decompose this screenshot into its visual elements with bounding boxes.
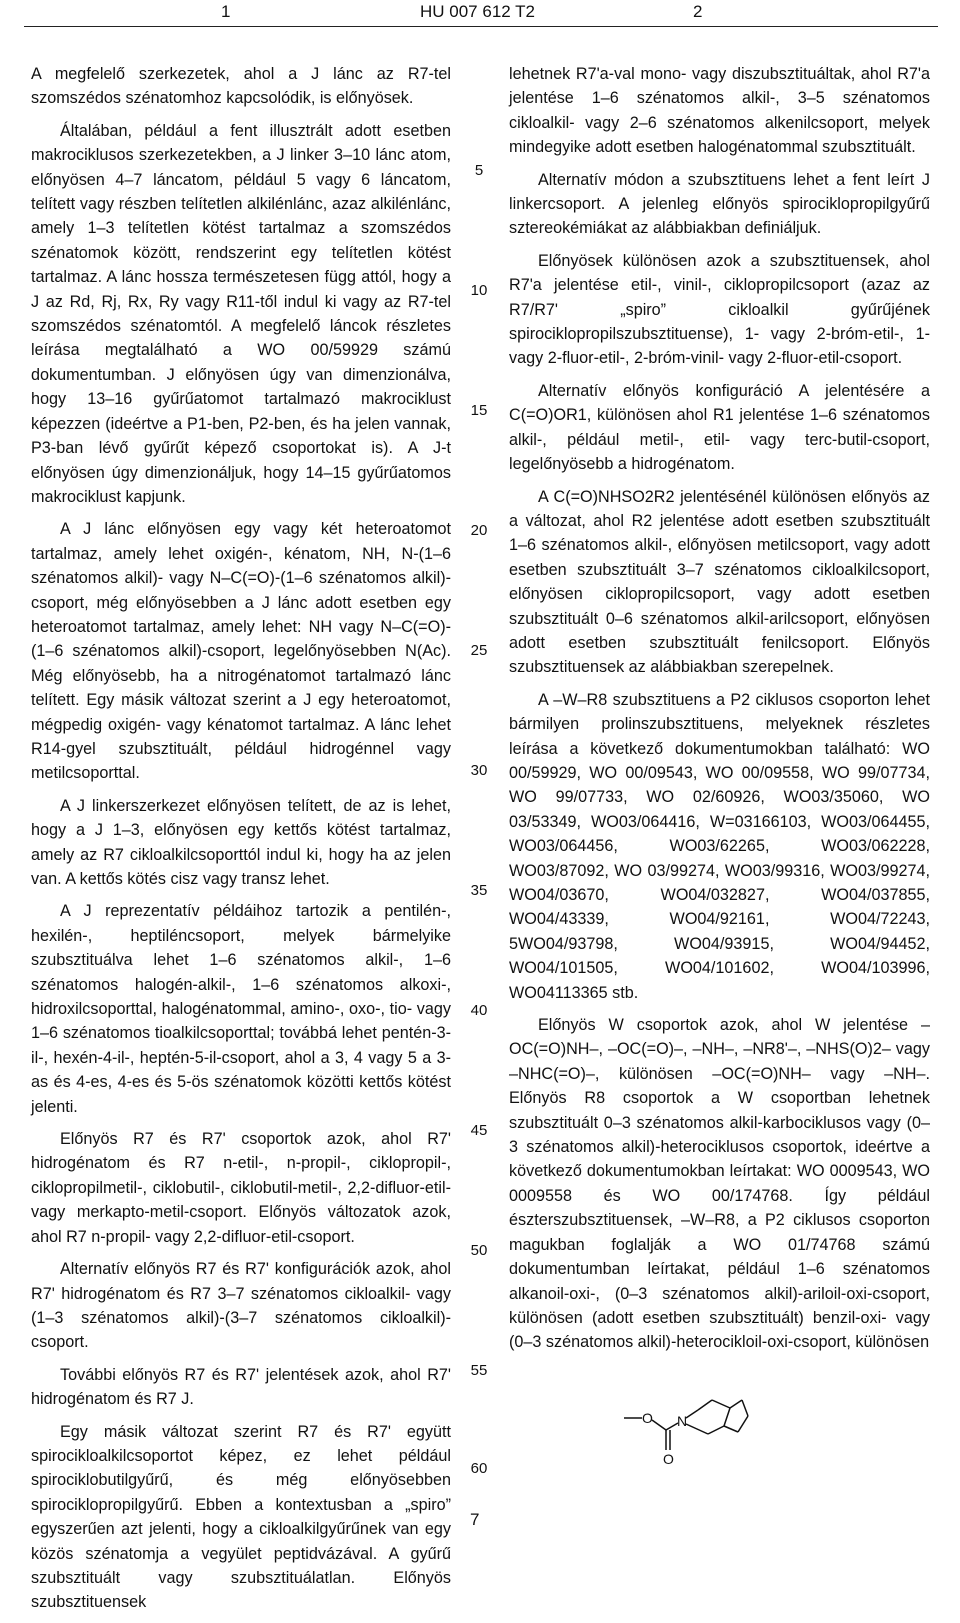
- page-number-right: 2: [693, 2, 703, 21]
- paragraph: További előnyös R7 és R7' jelentések azok, ahol R7' hidrogénatom és R7 J.: [31, 1365, 451, 1409]
- line-number: 10: [470, 282, 488, 299]
- page-header: [0, 0, 960, 26]
- nitrogen-label: N: [677, 1413, 688, 1429]
- line-number: 25: [470, 642, 488, 659]
- paragraph: Általában, például a fent illusztrált adott esetben makrociklusos szerkezetekben, a J linker 3–10 lánc atom, előnyösen 4–7 láncatom, például 5 vagy 6 láncatom, telített vagy részben telítetlen alkilénlánc, azaz alkilénlánc, amely 1–3 telítetlen kötést tartalmaz a szomszédos szénatomok között, rendszerint egy telítetlen kötést tartalmaz. A lánc hossza természetesen függ attól, hogy a J az Rd, Rj, Rx, Ry vagy R11-től indul ki vagy az R7-tel szomszédos szénatomtól. A megfelelő láncok részletes leírása megtalálható a WO 00/59929 számú dokumentumban. J előnyösen úgy van dimenzionálva, hogy 13–16 gyűrűatomot tartalmazó makrociklust képezzen (ideértve a P1-ben, P2-ben, és ha jelen vannak, P3-ban lévő gyűrűt képező csoportokat is). A J-t előnyösen úgy dimenzionáljuk, hogy 14–15 gyűrűatomos makrociklust kapjunk.: [31, 121, 451, 506]
- paragraph: Előnyös W csoportok azok, ahol W jelentése –OC(=O)NH–, –OC(=O)–, –NH–, –NR8'–, –NHS(O)2– vagy –NHC(=O)–, különösen –OC(=O)NH– vagy –NH–. Előnyös R8 csoportok a W csoportban lehetnek szubsztituált 0–3 szénatomos alkil-karbociklusos vagy (0–3 szénatomos alkil)-heterociklusos csoportok, ideértve a következő dokumentumokban leírtakat: WO 0009543, WO 0009558 és WO 00/174768. Így például észterszubsztituensek, –W–R8, a P2 ciklusos csoporton magukban foglalják a WO 01/74768 számú dokumentumban leírtakat, például 1–6 szénatomos alkanoil-oxi-, (0–3 szénatomos alkil)-ariloil-oxi-csoport, különösen (adott esetben szubsztituált) benzil-oxi- vagy (0–3 szénatomos alkil)-heterocikloil-oxi-csoport, különösen: [509, 1016, 930, 1352]
- line-number: 30: [470, 762, 488, 779]
- line-number: 5: [474, 162, 484, 179]
- oxygen-label: O: [642, 1410, 653, 1426]
- paragraph: A J lánc előnyösen egy vagy két heteroatomot tartalmaz, amely lehet oxigén-, kénatom, NH, N-(1–6 szénatomos alkil)- vagy N–C(=O)-(1–6 szénatomos alkil)-csoport, még előnyösebben a J lánc adott esetben egy heteroatomot tartalmaz, amely lehet: NH vagy N–C(=O)-(1–6 szénatomos alkil)-csoport, legelőnyösebben N(Ac). Még előnyösebb, ha a nitrogénatomot tartalmazó lánc telített. Egy másik változat szerint a J egy heteroatomot, mégpedig oxigén- vagy kénatomot tartalmaz. A lánc lehet R14-gyel szubsztituált, például hidrogénnel vagy metilcsoporttal.: [31, 520, 451, 783]
- oxygen-label: O: [663, 1451, 674, 1467]
- left-column: [31, 62, 451, 1623]
- patent-number: HU 007 612 T2: [420, 2, 535, 21]
- line-number: 60: [470, 1460, 488, 1477]
- paragraph: Alternatív előnyös R7 és R7' konfigurációk azok, ahol R7' hidrogénatom és R7 3–7 szénatomos cikloalkil- vagy (1–3 szénatomos alkil)-(3–7 szénatomos cikloalkil)-csoport.: [31, 1260, 451, 1352]
- paragraph: A C(=O)NHSO2R2 jelentésénél különösen előnyös az a változat, ahol R2 jelentése adott esetben szubsztituált 1–6 szénatomos alkil-, előnyösen metilcsoport, vagy adott esetben szubsztituált 3–7 szénatomos cikloalkilcsoport, előnyösen ciklopropilcsoport, vagy adott esetben szubsztituált 0–6 szénatomos alkil-arilcsoport, előnyösen adott esetben szubsztituált fenilcsoport. Előnyös szubsztituensek az alábbiakban szerepelnek.: [509, 487, 930, 677]
- paragraph: Előnyös R7 és R7' csoportok azok, ahol R7' hidrogénatom és R7 n-etil-, n-propil-, ciklopropil-, ciklopropilmetil-, ciklobutil-, ciklobutil-metil-, 2,2-difluor-etil- vagy merkapto-metil-csoport. Előnyös változatok azok, ahol R7 n-propil- vagy 2,2-difluor-etil-csoport.: [31, 1130, 451, 1246]
- paragraph: A J linkerszerkezet előnyösen telített, de az is lehet, hogy a J 1–3, előnyösen egy kettős kötést tartalmaz, amely az R7 cikloalkilcsoporttól indul ki, hogy ha az jelen van. A kettős kötés cisz vagy transz lehet.: [31, 796, 451, 888]
- header-rule: [24, 26, 938, 27]
- paragraph: A –W–R8 szubsztituens a P2 ciklusos csoporton lehet bármilyen prolinszubsztituens, melyeknek részletes leírása a következő dokumentumokban található: WO 00/59929, WO 00/09543, WO 00/09558, WO 99/07734, WO 99/07733, WO 02/60926, WO03/35060, WO 03/53349, WO03/064416, W=03166103, WO03/064455, WO03/064456, WO03/62265, WO03/062228, WO03/87092, WO 03/99274, WO03/99316, WO03/99274, WO04/03670, WO04/032827, WO04/037855, WO04/43339, WO04/92161, WO04/72243, 5WO04/93798, WO04/93915, WO04/94452, WO04/101505, WO04/101602, WO04/103996, WO04113365 stb.: [509, 690, 930, 1002]
- right-column: [509, 62, 930, 1363]
- line-number: 40: [470, 1002, 488, 1019]
- paragraph: Előnyösek különösen azok a szubsztituensek, ahol R7'a jelentése etil-, vinil-, ciklopropilcsoport (azaz az R7/R7' „spiro” cikloalkil gyűrűjének spirociklopropilszubsztituense), 1- vagy 2-bróm-etil-, 1- vagy 2-fluor-etil-, 2-bróm-vinil- vagy 2-fluor-etil-csoport.: [509, 251, 930, 368]
- line-number: 50: [470, 1242, 488, 1259]
- paragraph: lehetnek R7'a-val mono- vagy diszubsztituáltak, ahol R7'a jelentése 1–6 szénatomos alkil-, 3–5 szénatomos cikloalkil- vagy 2–6 szénatomos alkenilcsoport, melyek mindegyike adott esetben halogénatommal szubsztituált.: [509, 65, 930, 157]
- paragraph: A megfelelő szerkezetek, ahol a J lánc az R7-tel szomszédos szénatomhoz kapcsolódik, is előnyösek.: [31, 65, 451, 108]
- line-number: 15: [470, 402, 488, 419]
- footer-page-number: 7: [470, 1510, 480, 1529]
- chemical-structure: [620, 1388, 750, 1468]
- line-number: 55: [470, 1362, 488, 1379]
- paragraph: Alternatív előnyös konfiguráció A jelentésére a C(=O)OR1, különösen ahol R1 jelentése 1–6 szénatomos alkil-, például metil-, etil- vagy terc-butil-csoport, legelőnyösebb a hidrogénatom.: [509, 381, 930, 474]
- paragraph: Egy másik változat szerint R7 és R7' együtt spirocikloalkilcsoportot képez, ez lehet például spirociklobutilgyűrű, és még előnyösebben spirociklopropilgyűrű. Ebben a kontextusban a „spiro” egyszerűen azt jelenti, hogy a cikloalkilgyűrűnek van egy közös szénatomja a vegyület peptidvázával. A gyűrű szubsztituált vagy szubsztituálatlan. Előnyös szubsztituensek: [31, 1422, 451, 1612]
- line-number: 35: [470, 882, 488, 899]
- page-number-left: 1: [221, 2, 231, 21]
- line-number: 45: [470, 1122, 488, 1139]
- paragraph: A J reprezentatív példáihoz tartozik a pentilén-, hexilén-, heptiléncsoport, melyek bármelyike szubsztituálva lehet 1–6 szénatomos alkil-, 1–6 szénatomos halogén-alkil-, 1–6 szénatomos alkoxi-, hidroxilcsoporttal, halogénatommal, amino-, oxo-, tio- vagy 1–6 szénatomos tioalkilcsoporttal; továbbá lehet pentén-3-il-, hexén-4-il-, heptén-5-il-csoport, ahol a 3, 4 vagy 5 a 3-as és 4-es, 4-es és 5-ös szénatomok közötti kettős kötést jelenti.: [31, 902, 451, 1116]
- paragraph: Alternatív módon a szubsztituens lehet a fent leírt J linkercsoport. A jelenleg előnyös spirociklopropilgyűrű sztereokémiákat az alábbiakban definiáljuk.: [509, 170, 930, 238]
- line-number: 20: [470, 522, 488, 539]
